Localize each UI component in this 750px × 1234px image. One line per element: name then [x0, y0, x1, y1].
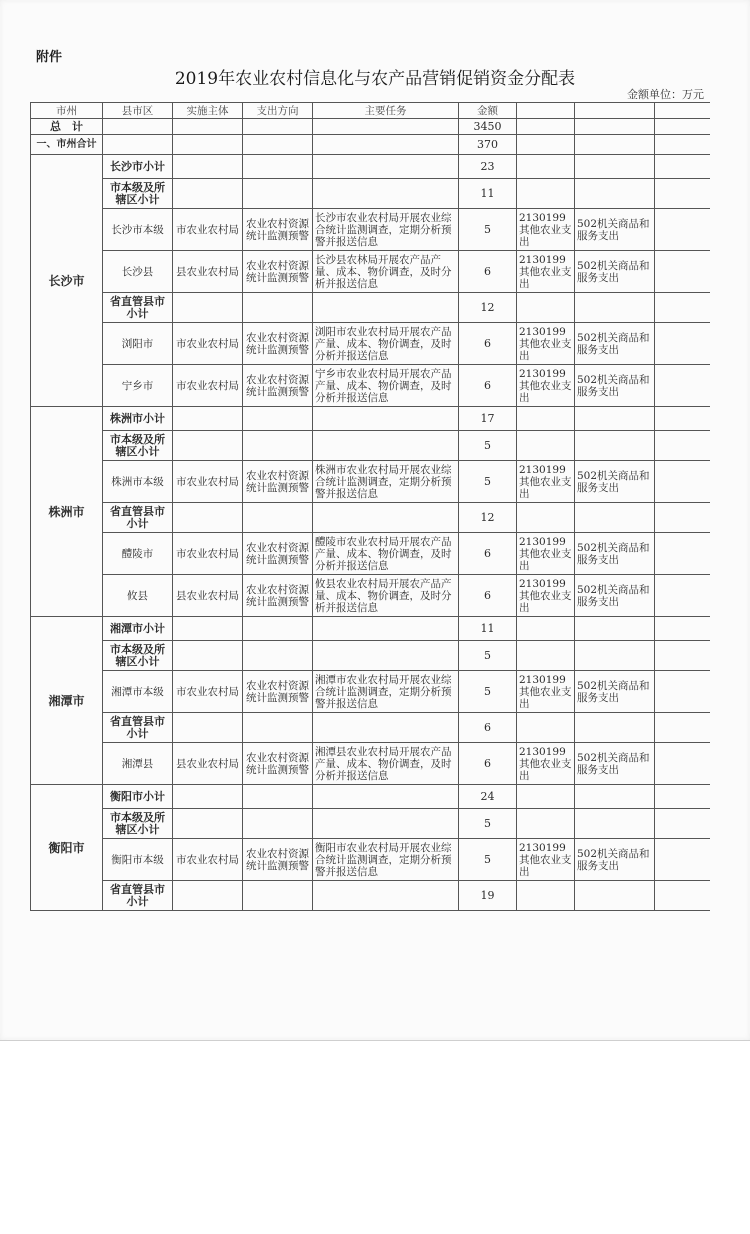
- direction-cell: 农业农村资源统计监测预警: [243, 671, 313, 713]
- econ-cell: [575, 503, 655, 533]
- task-cell: 湘潭市农业农村局开展农业综合统计监测调查，定期分析预警并报送信息: [313, 671, 459, 713]
- task-cell: 株洲市农业农村局开展农业综合统计监测调查，定期分析预警并报送信息: [313, 461, 459, 503]
- func-code-cell: 2130199其他农业支出: [517, 251, 575, 293]
- extra-cell: [655, 641, 711, 671]
- direction-cell: 农业农村资源统计监测预警: [243, 323, 313, 365]
- func-cell: [517, 293, 575, 323]
- econ-cell: [575, 431, 655, 461]
- extra-cell: [655, 503, 711, 533]
- table-body: [31, 103, 711, 911]
- extra-cell: [655, 431, 711, 461]
- extra-cell: [655, 713, 711, 743]
- func-code-cell: 2130199其他农业支出: [517, 461, 575, 503]
- allocation-table: [30, 102, 710, 911]
- entity-cell: 市农业农村局: [173, 209, 243, 251]
- econ-class-cell: 502机关商品和服务支出: [575, 209, 655, 251]
- amount-unit: 金额单位：万元: [627, 88, 704, 101]
- subtotal-row: [31, 155, 711, 179]
- amount-cell: 6: [459, 365, 517, 407]
- attachment-label: 附件: [36, 50, 63, 65]
- entity-cell: 市农业农村局: [173, 365, 243, 407]
- func-code-cell: 2130199其他农业支出: [517, 533, 575, 575]
- entity-cell: 市农业农村局: [173, 671, 243, 713]
- entity-cell: 市农业农村局: [173, 461, 243, 503]
- amount-cell: 5: [459, 461, 517, 503]
- direction-cell: 农业农村资源统计监测预警: [243, 209, 313, 251]
- subtotal-row: [31, 809, 711, 839]
- extra-cell: [655, 839, 711, 881]
- direction-cell: [243, 785, 313, 809]
- func-code-cell: 2130199其他农业支出: [517, 323, 575, 365]
- page-title: 2019年农业农村信息化与农产品营销促销资金分配表: [174, 69, 576, 89]
- direction-cell: 农业农村资源统计监测预警: [243, 533, 313, 575]
- econ-class-cell: 502机关商品和服务支出: [575, 743, 655, 785]
- task-cell: [313, 641, 459, 671]
- econ-class-cell: 502机关商品和服务支出: [575, 461, 655, 503]
- subtotal-row: [31, 407, 711, 431]
- extra-cell: [655, 617, 711, 641]
- task-cell: 长沙县农林局开展农产品产量、成本、物价调查，及时分析并报送信息: [313, 251, 459, 293]
- extra-cell: [655, 461, 711, 503]
- amount-cell: 5: [459, 641, 517, 671]
- detail-row: [31, 743, 711, 785]
- func-cell: [517, 785, 575, 809]
- func-code-cell: 2130199其他农业支出: [517, 743, 575, 785]
- total-row: [31, 119, 711, 135]
- amount-cell: 6: [459, 323, 517, 365]
- subtotal-label: 市本级及所辖区小计: [103, 641, 173, 671]
- amount-cell: 12: [459, 503, 517, 533]
- subtotal-row: [31, 641, 711, 671]
- func-cell: [517, 881, 575, 911]
- econ-cell: [575, 713, 655, 743]
- extra-cell: [655, 881, 711, 911]
- direction-cell: [243, 179, 313, 209]
- detail-row: [31, 251, 711, 293]
- direction-cell: 农业农村资源统计监测预警: [243, 743, 313, 785]
- entity-cell: [173, 293, 243, 323]
- detail-row: [31, 671, 711, 713]
- area-name: 攸县: [103, 575, 173, 617]
- header-blank: [575, 103, 655, 119]
- econ-cell: [575, 155, 655, 179]
- area-name: 株洲市本级: [103, 461, 173, 503]
- direction-cell: [243, 407, 313, 431]
- entity-cell: [173, 407, 243, 431]
- task-cell: [313, 503, 459, 533]
- econ-cell: [575, 293, 655, 323]
- subtotal-label: 省直管县市小计: [103, 293, 173, 323]
- city-cell: 长沙市: [31, 155, 103, 407]
- direction-cell: [243, 641, 313, 671]
- cities-total-row: [31, 135, 711, 155]
- subtotal-label: 市本级及所辖区小计: [103, 809, 173, 839]
- area-name: 湘潭县: [103, 743, 173, 785]
- amount-cell: 5: [459, 839, 517, 881]
- task-cell: 衡阳市农业农村局开展农业综合统计监测调查，定期分析预警并报送信息: [313, 839, 459, 881]
- amount-cell: 5: [459, 209, 517, 251]
- task-cell: [313, 785, 459, 809]
- extra-cell: [655, 293, 711, 323]
- func-code-cell: 2130199其他农业支出: [517, 575, 575, 617]
- extra-cell: [655, 365, 711, 407]
- subtotal-label: 市本级及所辖区小计: [103, 179, 173, 209]
- func-code-cell: 2130199其他农业支出: [517, 365, 575, 407]
- header-blank: [655, 103, 711, 119]
- entity-cell: [173, 785, 243, 809]
- header-city: 市州: [31, 103, 103, 119]
- econ-cell: [575, 641, 655, 671]
- amount-cell: 6: [459, 713, 517, 743]
- area-name: 湘潭市本级: [103, 671, 173, 713]
- entity-cell: [173, 155, 243, 179]
- task-cell: [313, 809, 459, 839]
- func-cell: [517, 155, 575, 179]
- task-cell: [313, 179, 459, 209]
- area-name: 醴陵市: [103, 533, 173, 575]
- direction-cell: [243, 503, 313, 533]
- func-cell: [517, 641, 575, 671]
- econ-cell: [575, 407, 655, 431]
- task-cell: [313, 431, 459, 461]
- econ-cell: [575, 179, 655, 209]
- direction-cell: 农业农村资源统计监测预警: [243, 251, 313, 293]
- extra-cell: [655, 575, 711, 617]
- entity-cell: 县农业农村局: [173, 743, 243, 785]
- amount-cell: 5: [459, 671, 517, 713]
- direction-cell: [243, 431, 313, 461]
- amount-cell: 11: [459, 617, 517, 641]
- func-code-cell: 2130199其他农业支出: [517, 209, 575, 251]
- entity-cell: [173, 431, 243, 461]
- func-cell: [517, 713, 575, 743]
- allocation-table-wrapper: [30, 102, 710, 920]
- extra-cell: [655, 323, 711, 365]
- task-cell: [313, 617, 459, 641]
- amount-cell: 5: [459, 809, 517, 839]
- city-cell: 株洲市: [31, 407, 103, 617]
- direction-cell: [243, 809, 313, 839]
- econ-cell: [575, 785, 655, 809]
- entity-cell: 市农业农村局: [173, 533, 243, 575]
- header-blank: [517, 103, 575, 119]
- amount-cell: 6: [459, 743, 517, 785]
- detail-row: [31, 461, 711, 503]
- detail-row: [31, 839, 711, 881]
- task-cell: [313, 713, 459, 743]
- header-direction: 支出方向: [243, 103, 313, 119]
- header-entity: 实施主体: [173, 103, 243, 119]
- amount-cell: 12: [459, 293, 517, 323]
- amount-cell: 17: [459, 407, 517, 431]
- extra-cell: [655, 179, 711, 209]
- amount-cell: 19: [459, 881, 517, 911]
- entity-cell: 市农业农村局: [173, 839, 243, 881]
- area-name: 宁乡市: [103, 365, 173, 407]
- entity-cell: [173, 641, 243, 671]
- entity-cell: [173, 617, 243, 641]
- direction-cell: [243, 881, 313, 911]
- city-cell: 衡阳市: [31, 785, 103, 911]
- func-code-cell: 2130199其他农业支出: [517, 671, 575, 713]
- econ-class-cell: 502机关商品和服务支出: [575, 365, 655, 407]
- task-cell: 长沙市农业农村局开展农业综合统计监测调查，定期分析预警并报送信息: [313, 209, 459, 251]
- func-cell: [517, 809, 575, 839]
- func-cell: [517, 431, 575, 461]
- extra-cell: [655, 785, 711, 809]
- subtotal-label: 市本级及所辖区小计: [103, 431, 173, 461]
- func-code-cell: 2130199其他农业支出: [517, 839, 575, 881]
- extra-cell: [655, 533, 711, 575]
- extra-cell: [655, 407, 711, 431]
- extra-cell: [655, 743, 711, 785]
- entity-cell: [173, 503, 243, 533]
- econ-class-cell: 502机关商品和服务支出: [575, 839, 655, 881]
- subtotal-row: [31, 881, 711, 911]
- entity-cell: [173, 713, 243, 743]
- direction-cell: 农业农村资源统计监测预警: [243, 461, 313, 503]
- extra-cell: [655, 671, 711, 713]
- task-cell: 攸县农业农村局开展农产品产量、成本、物价调查，及时分析并报送信息: [313, 575, 459, 617]
- amount-cell: 6: [459, 533, 517, 575]
- direction-cell: 农业农村资源统计监测预警: [243, 575, 313, 617]
- area-name: 长沙县: [103, 251, 173, 293]
- econ-cell: [575, 617, 655, 641]
- area-name: 长沙市本级: [103, 209, 173, 251]
- econ-class-cell: 502机关商品和服务支出: [575, 251, 655, 293]
- subtotal-row: [31, 785, 711, 809]
- subtotal-label: 省直管县市小计: [103, 503, 173, 533]
- econ-cell: [575, 809, 655, 839]
- amount-cell: 5: [459, 431, 517, 461]
- header-area: 县市区: [103, 103, 173, 119]
- task-cell: [313, 407, 459, 431]
- task-cell: 浏阳市农业农村局开展农产品产量、成本、物价调查，及时分析并报送信息: [313, 323, 459, 365]
- task-cell: [313, 881, 459, 911]
- direction-cell: 农业农村资源统计监测预警: [243, 365, 313, 407]
- city-cell: 湘潭市: [31, 617, 103, 785]
- entity-cell: [173, 179, 243, 209]
- extra-cell: [655, 209, 711, 251]
- extra-cell: [655, 251, 711, 293]
- task-cell: 醴陵市农业农村局开展农产品产量、成本、物价调查，及时分析并报送信息: [313, 533, 459, 575]
- econ-cell: [575, 881, 655, 911]
- task-cell: [313, 155, 459, 179]
- total-label: 总 计: [31, 119, 103, 135]
- detail-row: [31, 209, 711, 251]
- subtotal-row: [31, 179, 711, 209]
- cities-total-label: 一、市州合计: [31, 135, 103, 155]
- subtotal-label: 株洲市小计: [103, 407, 173, 431]
- extra-cell: [655, 155, 711, 179]
- subtotal-label: 长沙市小计: [103, 155, 173, 179]
- entity-cell: 市农业农村局: [173, 323, 243, 365]
- task-cell: [313, 293, 459, 323]
- amount-cell: 24: [459, 785, 517, 809]
- extra-cell: [655, 809, 711, 839]
- area-name: 浏阳市: [103, 323, 173, 365]
- econ-class-cell: 502机关商品和服务支出: [575, 533, 655, 575]
- table-header-row: [31, 103, 711, 119]
- subtotal-label: 衡阳市小计: [103, 785, 173, 809]
- subtotal-row: [31, 293, 711, 323]
- task-cell: 湘潭县农业农村局开展农产品产量、成本、物价调查，及时分析并报送信息: [313, 743, 459, 785]
- detail-row: [31, 533, 711, 575]
- direction-cell: 农业农村资源统计监测预警: [243, 839, 313, 881]
- amount-cell: 6: [459, 251, 517, 293]
- entity-cell: [173, 809, 243, 839]
- amount-cell: 11: [459, 179, 517, 209]
- func-cell: [517, 503, 575, 533]
- econ-class-cell: 502机关商品和服务支出: [575, 671, 655, 713]
- entity-cell: 县农业农村局: [173, 251, 243, 293]
- entity-cell: 县农业农村局: [173, 575, 243, 617]
- subtotal-label: 湘潭市小计: [103, 617, 173, 641]
- func-cell: [517, 407, 575, 431]
- subtotal-label: 省直管县市小计: [103, 713, 173, 743]
- direction-cell: [243, 293, 313, 323]
- econ-class-cell: 502机关商品和服务支出: [575, 575, 655, 617]
- econ-class-cell: 502机关商品和服务支出: [575, 323, 655, 365]
- amount-cell: 6: [459, 575, 517, 617]
- header-task: 主要任务: [313, 103, 459, 119]
- direction-cell: [243, 617, 313, 641]
- area-name: 衡阳市本级: [103, 839, 173, 881]
- subtotal-label: 省直管县市小计: [103, 881, 173, 911]
- func-cell: [517, 617, 575, 641]
- subtotal-row: [31, 503, 711, 533]
- func-cell: [517, 179, 575, 209]
- detail-row: [31, 323, 711, 365]
- subtotal-row: [31, 617, 711, 641]
- amount-cell: 23: [459, 155, 517, 179]
- entity-cell: [173, 881, 243, 911]
- detail-row: [31, 365, 711, 407]
- total-amount: 3450: [459, 119, 517, 135]
- direction-cell: [243, 155, 313, 179]
- cities-total-amount: 370: [459, 135, 517, 155]
- direction-cell: [243, 713, 313, 743]
- subtotal-row: [31, 713, 711, 743]
- task-cell: 宁乡市农业农村局开展农产品产量、成本、物价调查，及时分析并报送信息: [313, 365, 459, 407]
- subtotal-row: [31, 431, 711, 461]
- header-amount: 金额: [459, 103, 517, 119]
- detail-row: [31, 575, 711, 617]
